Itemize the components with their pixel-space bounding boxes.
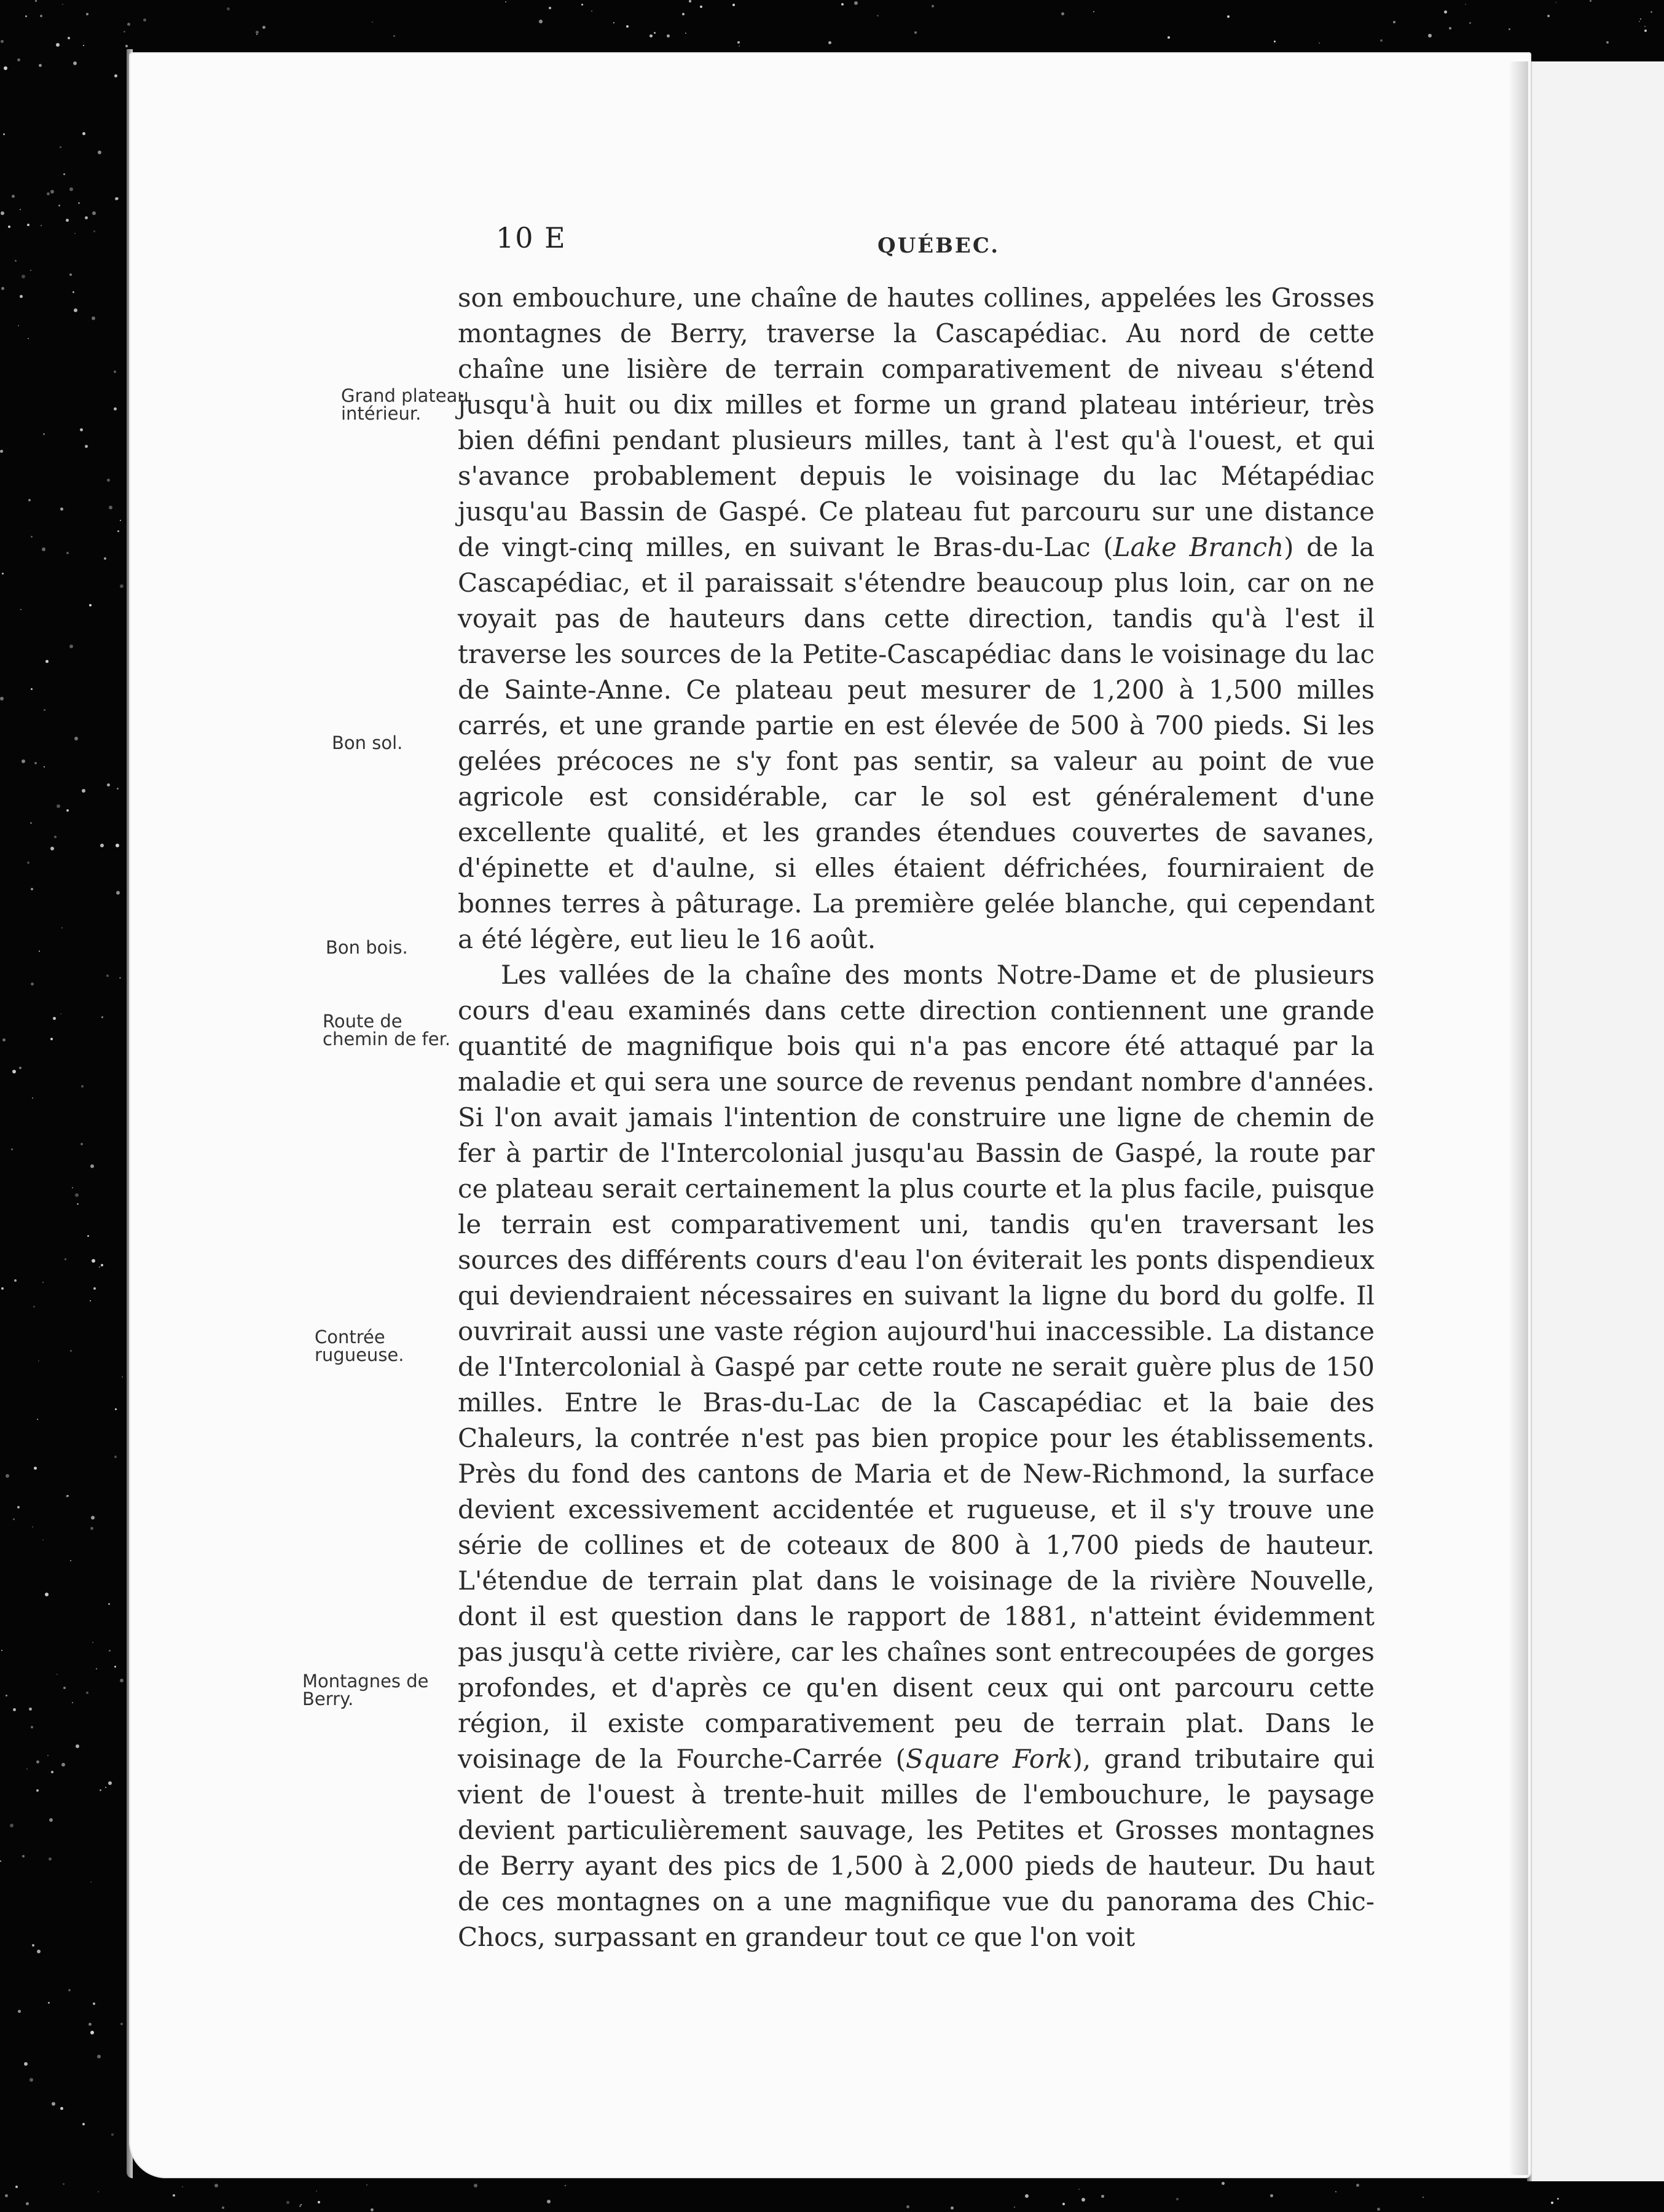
italic-text: Lake Branch	[1113, 532, 1284, 562]
paragraph	[458, 957, 1375, 1955]
page-number: 10 E	[496, 221, 567, 254]
margin-note-montagnes-de-berry: Montagnes de Berry.	[302, 1671, 429, 1709]
text-run: ) de la Cascapédiac, et il paraissait s'étendre beaucoup plus loin, car on ne voyait pas de hauteurs dans cette direction, tandis qu'à l'est il traverse les sources de la Petite-Cascapédiac dans le voisinage du lac de Sainte-Anne. Ce plateau peut mesurer de 1,200 à 1,500 milles carrés, et une grande partie en est élevée de 500 à 700 pieds. Si les gelées précoces ne s'y font pas sentir, sa valeur au point de vue agricole est considérable, car le sol est généralement d'une excellente qualité, et les grandes étendues couvertes de savanes, d'épinette et d'aulne, si elles étaient défrichées, fourniraient de bonnes terres à pâturage. La première gelée blanche, qui cependant a été légère, eut lieu le 16 août.	[458, 532, 1375, 954]
margin-note-bon-bois: Bon bois.	[326, 937, 408, 958]
text-run: son embouchure, une chaîne de hautes collines, appelées les Grosses montagnes de Berry, traverse la Cascapédiac. Au nord de cette chaîne une lisière de terrain comparativement de niveau s'étend jusqu'à huit ou dix milles et forme un grand plateau intérieur, très bien défini pendant plusieurs milles, tant à l'est qu'à l'ouest, et qui s'avance probablement depuis le voisinage du lac Métapédiac jusqu'au Bassin de Gaspé. Ce plateau fut parcouru sur une distance de vingt-cinq milles, en suivant le Bras-du-Lac (	[458, 283, 1375, 562]
margin-note-grand-plateau: Grand plateau intérieur.	[341, 385, 469, 424]
margin-note-contree-rugueuse: Contrée rugueuse.	[315, 1327, 404, 1365]
italic-text: Square Fork	[905, 1744, 1073, 1774]
gutter-shadow	[1509, 61, 1528, 2175]
margin-note-bon-sol: Bon sol.	[332, 732, 403, 753]
text-run: ), grand tributaire qui vient de l'ouest à trente-huit milles de l'embouchure, le paysage devient particulièrement sauvage, les Petites et Grosses montagnes de Berry ayant des pics de 1,500 à 2,000 pieds de hauteur. Du haut de ces montagnes on a une magnifique vue du panorama des Chic-Chocs, surpassant en grandeur tout ce que l'on voit	[458, 1744, 1375, 1952]
body-text	[458, 280, 1375, 1955]
paragraph	[458, 280, 1375, 957]
facing-page	[1527, 61, 1664, 2181]
running-head: QUÉBEC.	[877, 233, 1000, 258]
margin-note-route-chemin-de-fer: Route de chemin de fer.	[323, 1011, 451, 1049]
text-run: Les vallées de la chaîne des monts Notre-Dame et de plusieurs cours d'eau examinés dans cette direction contiennent une grande quantité de magnifique bois qui n'a pas encore été attaqué par la maladie et qui sera une source de revenus pendant nombre d'années. Si l'on avait jamais l'intention de construire une ligne de chemin de fer à partir de l'Intercolonial jusqu'au Bassin de Gaspé, la route par ce plateau serait certainement la plus courte et la plus facile, puisque le terrain est comparativement uni, tandis qu'en traversant les sources des différents cours d'eau l'on éviterait les ponts dispendieux qui deviendraient nécessaires en suivant la ligne du bord du golfe. Il ouvrirait aussi une vaste région aujourd'hui inaccessible. La distance de l'Intercolonial à Gaspé par cette route ne serait guère plus de 150 milles. Entre le Bras-du-Lac de la Cascapédiac et la baie des Chaleurs, la contrée n'est pas bien propice pour les établissements. Près du fond des cantons de Maria et de New-Richmond, la surface devient excessivement accidentée et rugueuse, et il s'y trouve une série de collines et de coteaux de 800 à 1,700 pieds de hauteur. L'étendue de terrain plat dans le voisinage de la rivière Nouvelle, dont il est question dans le rapport de 1881, n'atteint évidemment pas jusqu'à cette rivière, car les chaînes sont entrecoupées de gorges profondes, et d'après ce qu'en disent ceux qui ont parcouru cette région, il existe comparativement peu de terrain plat. Dans le voisinage de la Fourche-Carrée (	[458, 960, 1375, 1774]
